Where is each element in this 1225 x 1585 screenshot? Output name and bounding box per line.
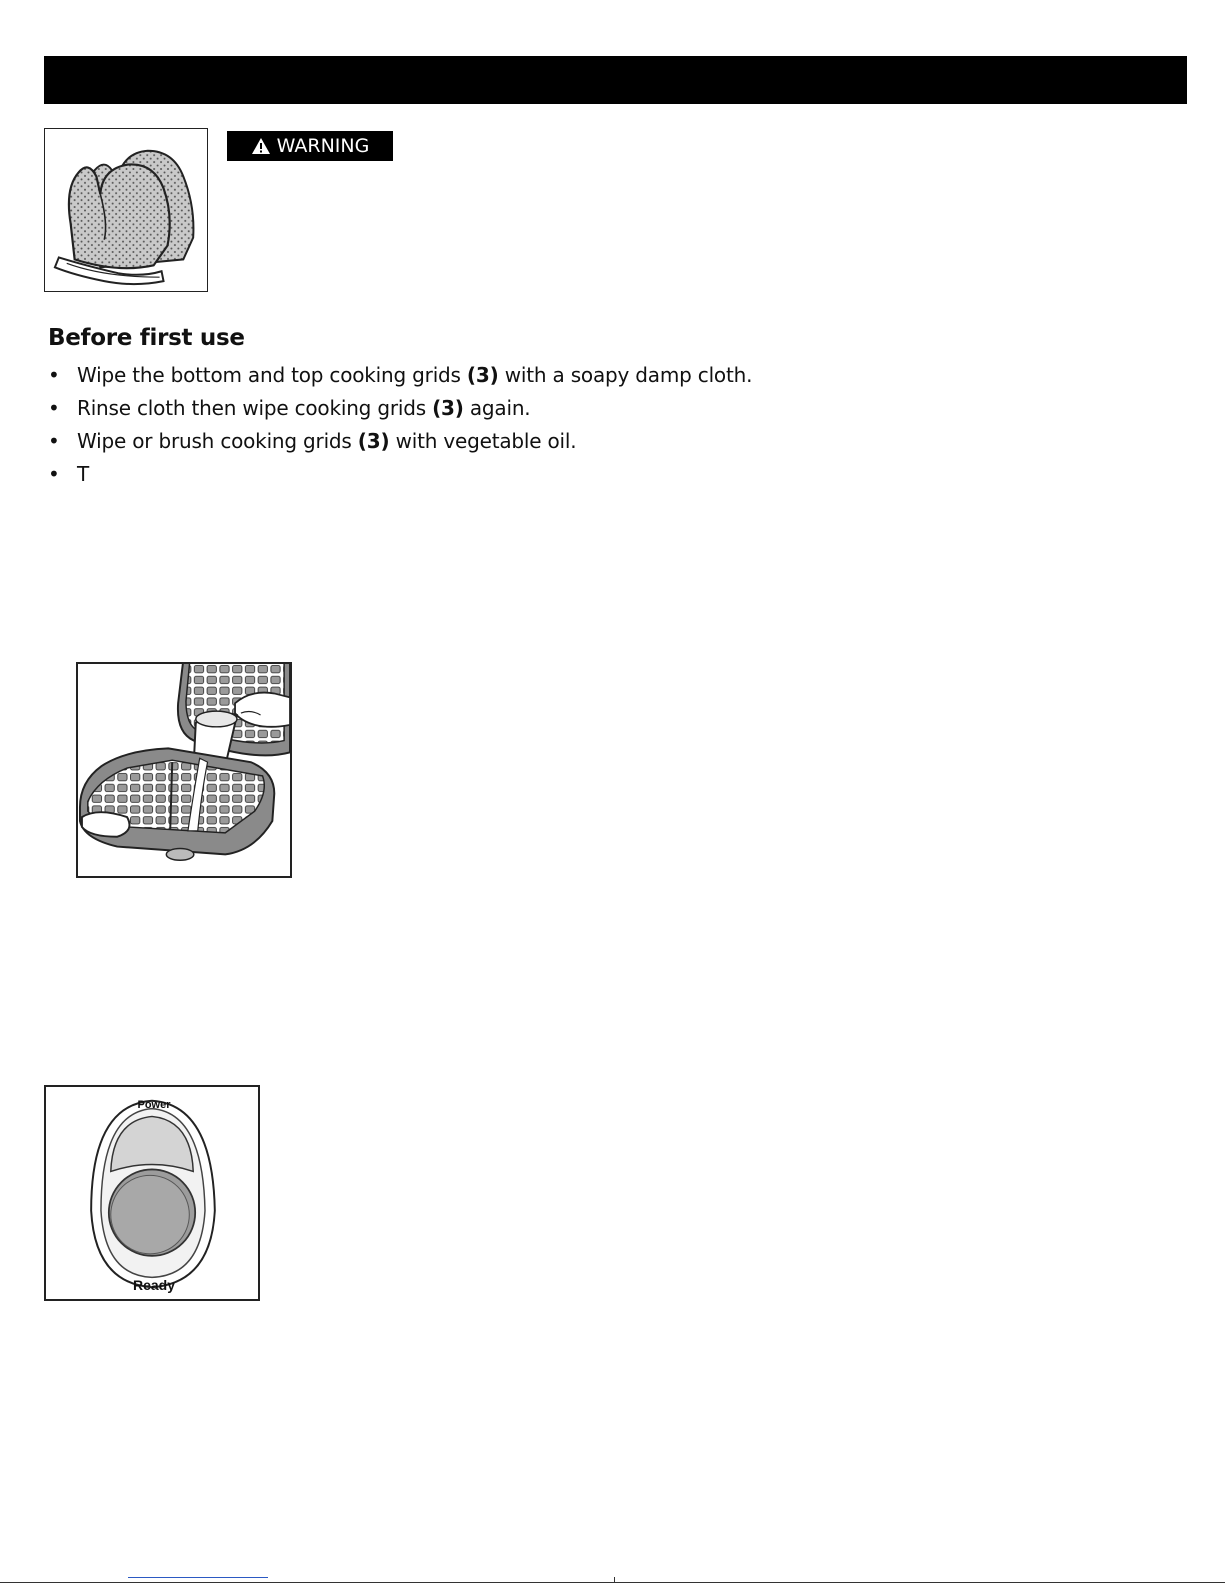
oven-mitt-figure: [44, 128, 208, 292]
list-item: • T: [48, 462, 90, 486]
list-item: • Wipe the bottom and top cooking grids (3) with a soapy damp cloth.: [48, 363, 753, 387]
before-first-use-list: [48, 362, 752, 494]
pouring-batter-figure: [76, 662, 292, 878]
warning-badge: [227, 131, 393, 161]
footer-tick: [614, 1577, 615, 1582]
list-item: • Wipe or brush cooking grids (3) with vegetable oil.: [48, 429, 577, 453]
footer-rule: [0, 1582, 1225, 1583]
ready-light-label: Ready: [132, 1277, 176, 1293]
indicator-lights-illustration: [46, 1087, 258, 1299]
list-item: • Rinse cloth then wipe cooking grids (3) again.: [48, 396, 531, 420]
header-bar: [44, 56, 1187, 104]
waffle-maker-illustration: [78, 664, 290, 876]
before-first-use-title: Before first use: [48, 325, 245, 351]
indicator-lights-figure: [44, 1085, 260, 1301]
power-light-label: Power: [137, 1099, 171, 1111]
warning-triangle-icon: [251, 137, 271, 155]
footer-link-underline: [128, 1577, 268, 1578]
warning-label: WARNING: [276, 135, 370, 157]
oven-mitt-icon: [45, 129, 207, 291]
